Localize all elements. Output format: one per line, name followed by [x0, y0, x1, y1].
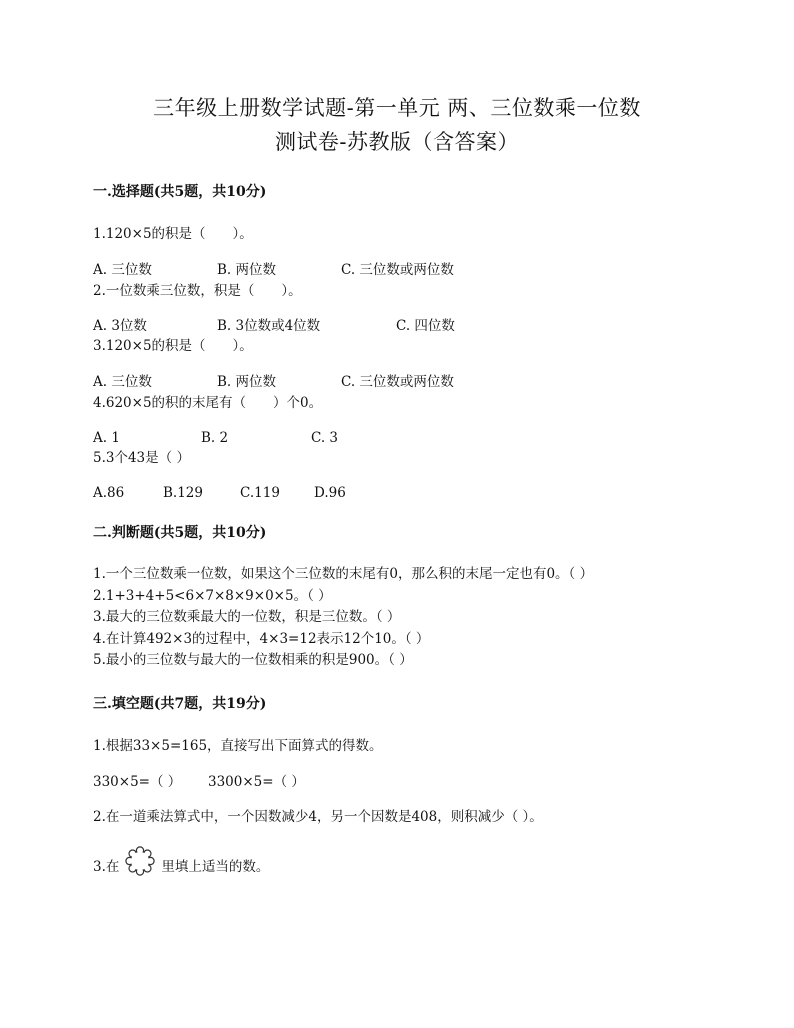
option-a: A. 3位数 [93, 318, 147, 334]
section-heading-judge: 二.判断题(共5题，共10分) [93, 525, 267, 541]
choice-question-2: 2.一位数乘三位数，积是（ ）。 [93, 283, 302, 299]
option-a: A. 三位数 [93, 262, 152, 278]
option-c: C. 3 [311, 430, 339, 446]
option-b: B. 两位数 [217, 262, 277, 278]
judge-question-1: 1.一个三位数乘一位数，如果这个三位数的末尾有0，那么积的末尾一定也有0。（ ） [93, 566, 594, 582]
option-a: A. 1 [93, 430, 120, 446]
document-title-line-1: 三年级上册数学试题-第一单元 两、三位数乘一位数 [153, 96, 641, 120]
judge-question-2: 2.1+3+4+5<6×7×8×9×0×5。（ ） [93, 588, 332, 604]
option-b: B. 2 [201, 430, 229, 446]
judge-question-4: 4.在计算492×3的过程中，4×3=12表示12个10。（ ） [93, 631, 430, 647]
fill-question-3-suffix: 里填上适当的数。 [161, 859, 270, 875]
option-a: A.86 [93, 485, 125, 501]
option-c: C. 三位数或两位数 [341, 262, 454, 278]
choice-question-4: 4.620×5的积的末尾有（ ）个0。 [93, 395, 323, 411]
fill-item-2: 3300×5=（ ） [208, 774, 305, 790]
section-heading-fill: 三.填空题(共7题，共19分) [93, 696, 267, 712]
section-heading-choice: 一.选择题(共5题，共10分) [93, 184, 267, 200]
option-b: B. 3位数或4位数 [217, 318, 321, 334]
option-b: B.129 [163, 485, 203, 501]
fill-item-1: 330×5=（ ） [93, 774, 182, 790]
flower-icon [125, 846, 155, 889]
fill-question-1: 1.根据33×5=165，直接写出下面算式的得数。 [93, 738, 383, 754]
choice-question-3: 3.120×5的积是（ ）。 [93, 338, 253, 354]
choice-question-1: 1.120×5的积是（ ）。 [93, 226, 253, 242]
fill-question-3 [93, 846, 269, 889]
option-c: C. 四位数 [396, 318, 455, 334]
option-a: A. 三位数 [93, 374, 152, 390]
option-c: C. 三位数或两位数 [341, 374, 454, 390]
choice-question-5: 5.3个43是（ ） [93, 450, 190, 466]
option-c: C.119 [240, 485, 280, 501]
option-d: D.96 [314, 485, 346, 501]
fill-question-2: 2.在一道乘法算式中，一个因数减少4，另一个因数是408，则积减少（ ）。 [93, 809, 543, 825]
fill-question-3-prefix: 3.在 [93, 859, 120, 875]
judge-question-5: 5.最小的三位数与最大的一位数相乘的积是900。（ ） [93, 652, 413, 668]
judge-question-3: 3.最大的三位数乘最大的一位数，积是三位数。（ ） [93, 609, 401, 625]
document-title-line-2: 测试卷-苏教版（含答案） [274, 130, 520, 154]
option-b: B. 两位数 [217, 374, 277, 390]
